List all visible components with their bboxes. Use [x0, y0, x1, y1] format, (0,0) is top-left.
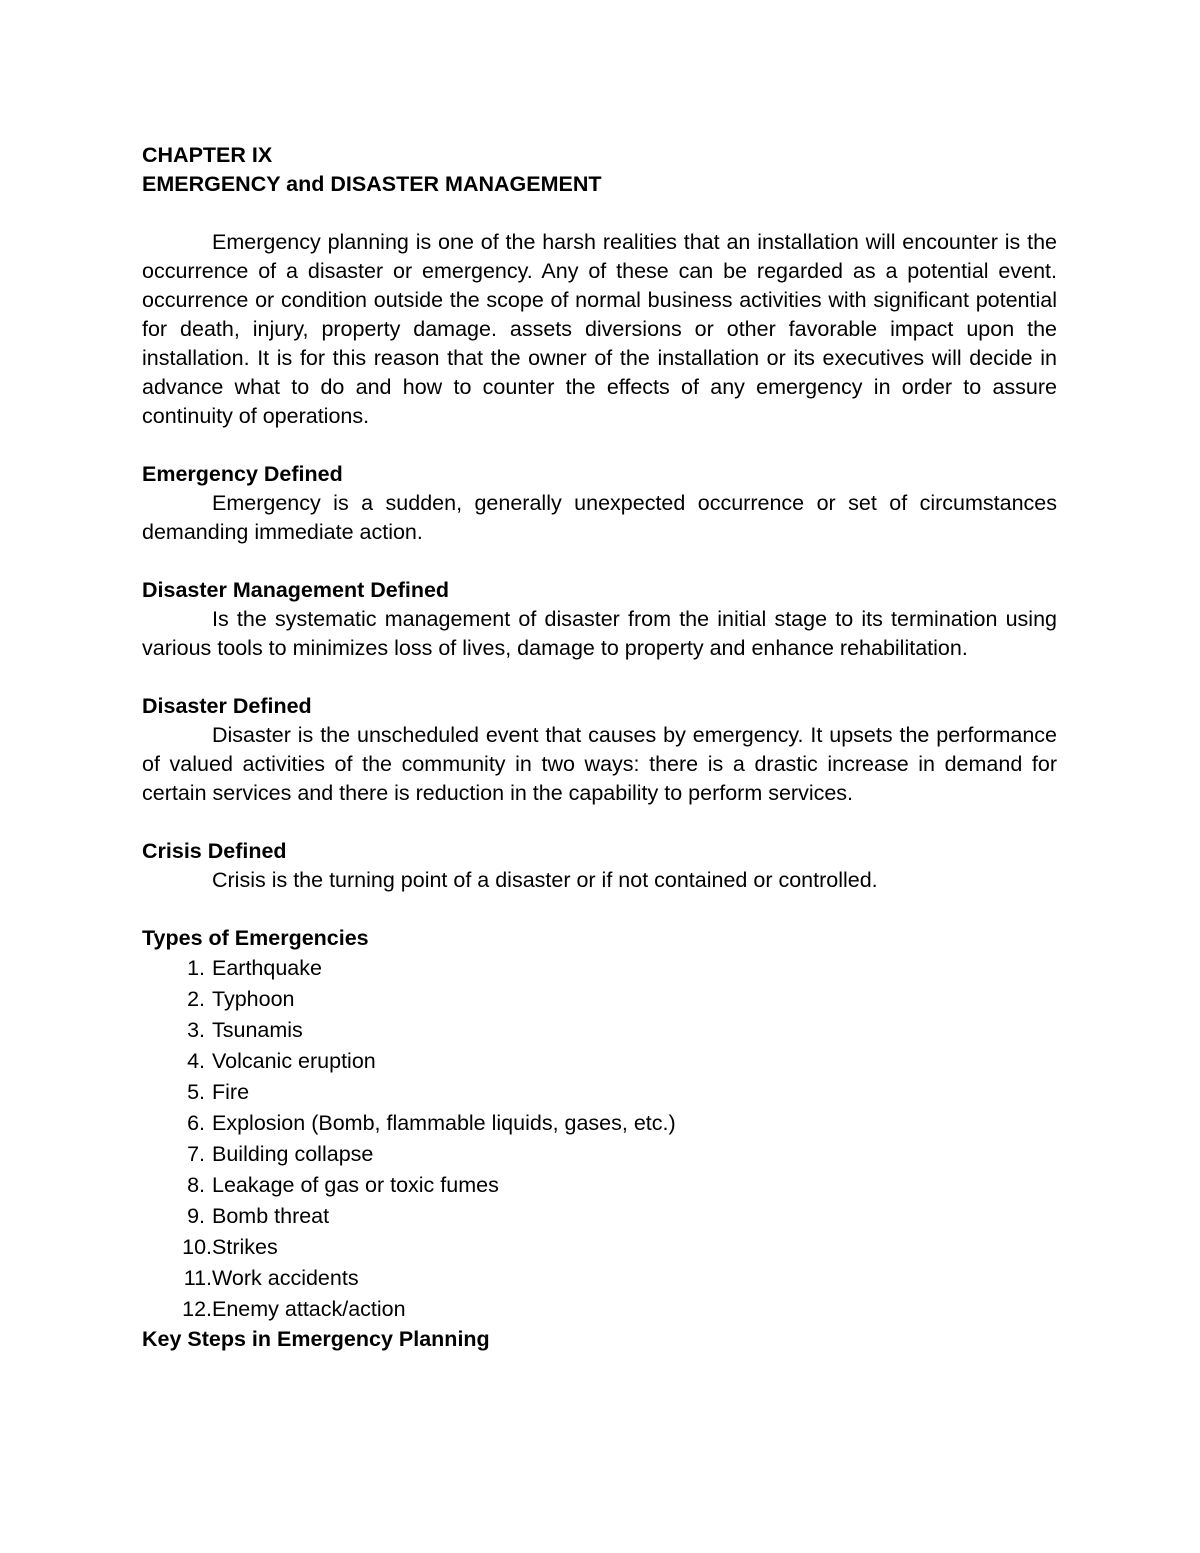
list-text: Bomb threat [212, 1204, 330, 1228]
key-steps-heading: Key Steps in Emergency Planning [142, 1327, 490, 1351]
list-text: Enemy attack/action [212, 1297, 406, 1321]
list-number: 11. [183, 1266, 212, 1290]
list-item [142, 1263, 1057, 1294]
list-text: Explosion (Bomb, flammable liquids, gases, etc.) [212, 1111, 676, 1135]
spacer [142, 895, 1057, 924]
list-item [142, 1077, 1057, 1108]
section-body-disaster-management: Is the systematic management of disaster from the initial stage to its termination using various tools to minimizes loss of lives, damage to property and enhance rehabilitation. [142, 607, 1057, 660]
intro-paragraph: Emergency planning is one of the harsh realities that an installation will encounter is the occurrence of a disaster or emergency. Any of these can be regarded as a potential event. occurrence or condition outside the scope of normal business activities with significant potential for death, injury, property damage. assets diversions or other favorable impact upon the installation. It is for this reason that the owner of the installation or its executives will decide in advance what to do and how to counter the effects of any emergency in order to assure continuity of operations. [142, 230, 1057, 428]
list-text: Work accidents [212, 1266, 359, 1290]
list-text: Earthquake [212, 956, 322, 980]
list-item [142, 1170, 1057, 1201]
list-number: 5. [187, 1080, 205, 1104]
list-text: Leakage of gas or toxic fumes [212, 1173, 499, 1197]
list-number: 6. [187, 1111, 205, 1135]
list-item [142, 1294, 1057, 1325]
list-text: Strikes [212, 1235, 278, 1259]
list-text: Tsunamis [212, 1018, 303, 1042]
list-item [142, 1046, 1057, 1077]
spacer [142, 547, 1057, 576]
list-number: 9. [187, 1204, 205, 1228]
chapter-title: EMERGENCY and DISASTER MANAGEMENT [142, 172, 602, 196]
list-number: 2. [187, 987, 205, 1011]
section-body-emergency: Emergency is a sudden, generally unexpected occurrence or set of circumstances demanding immediate action. [142, 491, 1057, 544]
section-heading-crisis: Crisis Defined [142, 839, 287, 863]
section-heading-emergency: Emergency Defined [142, 462, 343, 486]
list-number: 12. [182, 1297, 212, 1321]
list-item [142, 953, 1057, 984]
section-body-disaster: Disaster is the unscheduled event that causes by emergency. It upsets the performance of valued activities of the community in two ways: there is a drastic increase in demand for certain services and there is reduction in the capability to perform services. [142, 723, 1057, 805]
list-number: 10. [182, 1235, 212, 1259]
chapter-label: CHAPTER IX [142, 143, 273, 167]
list-item [142, 1108, 1057, 1139]
spacer [142, 808, 1057, 837]
section-body-crisis: Crisis is the turning point of a disaster or if not contained or controlled. [212, 868, 878, 892]
types-heading: Types of Emergencies [142, 926, 369, 950]
list-item [142, 1201, 1057, 1232]
spacer [142, 663, 1057, 692]
list-item [142, 1139, 1057, 1170]
list-item [142, 1232, 1057, 1263]
list-number: 1. [187, 956, 205, 980]
spacer [142, 199, 1057, 228]
list-item [142, 984, 1057, 1015]
list-text: Typhoon [212, 987, 295, 1011]
document-page [142, 141, 1057, 1354]
section-heading-disaster: Disaster Defined [142, 694, 312, 718]
list-text: Fire [212, 1080, 250, 1104]
list-number: 4. [187, 1049, 205, 1073]
list-text: Building collapse [212, 1142, 374, 1166]
list-item [142, 1015, 1057, 1046]
list-number: 7. [187, 1142, 205, 1166]
spacer [142, 431, 1057, 460]
types-list [142, 953, 1057, 1325]
list-text: Volcanic eruption [212, 1049, 376, 1073]
section-heading-disaster-management: Disaster Management Defined [142, 578, 450, 602]
list-number: 3. [187, 1018, 205, 1042]
list-number: 8. [187, 1173, 205, 1197]
